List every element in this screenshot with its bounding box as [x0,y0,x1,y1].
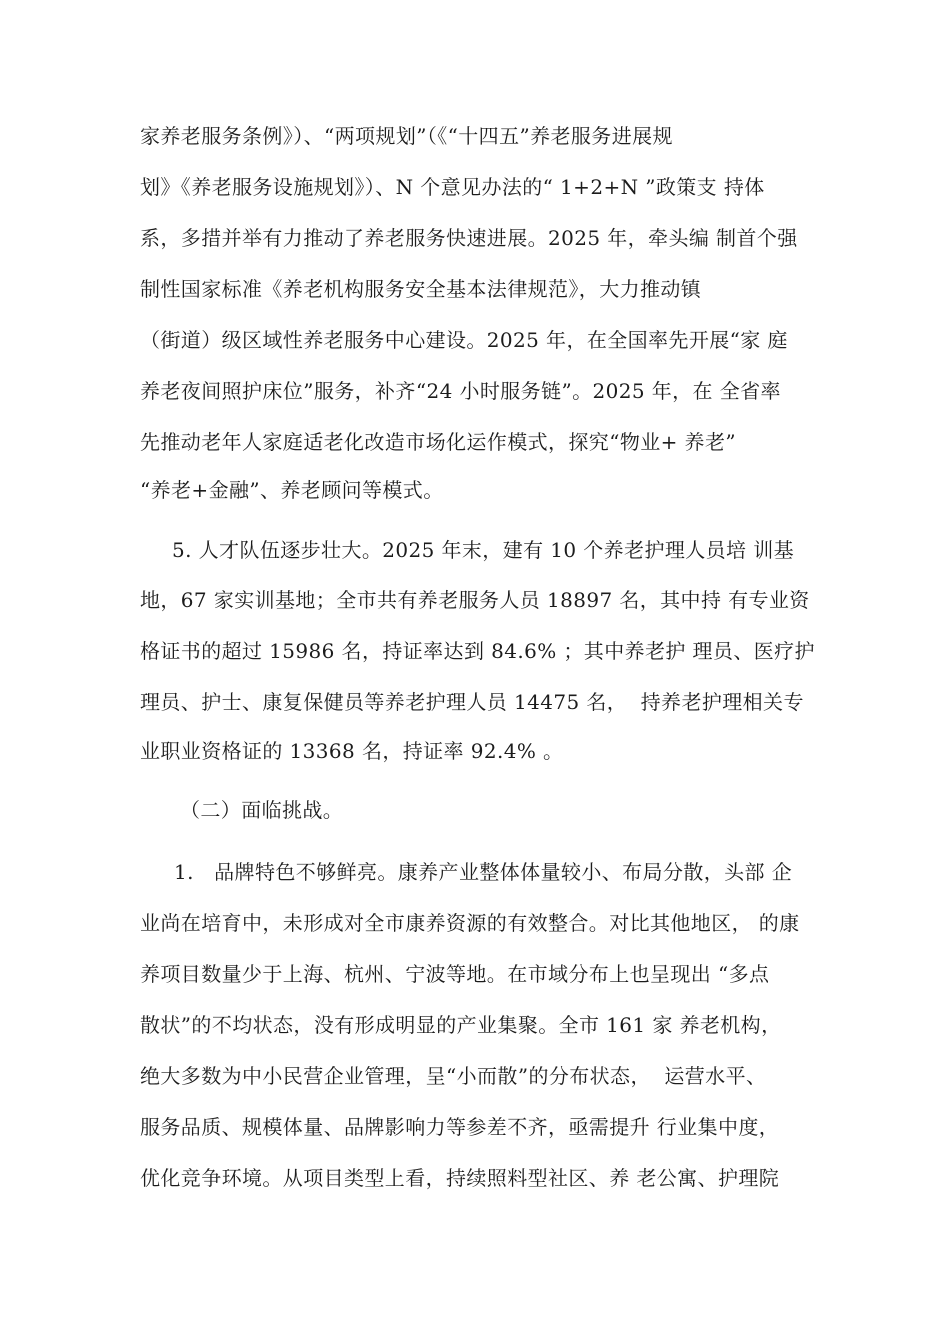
text-line: 制性国家标准《养老机构服务安全基本法律规范》，大力推动镇 [140,277,702,301]
text-line: 业尚在培育中，未形成对全市康养资源的有效整合。对比其他地区， 的康 [140,911,800,935]
text-line: （街道）级区域性养老服务中心建设。2025 年，在全国率先开展“家 庭 [140,328,788,352]
section-heading: 5. 人才队伍逐步壮大。2025 年末，建有 10 个养老护理人员培 训基 [172,538,795,562]
text-line: 系，多措并举有力推动了养老服务快速进展。2025 年，牵头编 制首个强 [140,226,798,250]
text-line: 家养老服务条例》）、“两项规划”（《“十四五”养老服务进展规 [140,124,673,148]
text-line: 格证书的超过 15986 名，持证率达到 84.6% ；其中养老护 理员、医疗护 [140,639,815,663]
text-line: “养老+金融”、养老顾问等模式。 [140,478,444,502]
text-line: 划》《养老服务设施规划》）、N 个意见办法的“ 1+2+N ”政策支 持体 [140,175,765,199]
text-line: 养老夜间照护床位”服务，补齐“24 小时服务链”。2025 年，在 全省率 [140,379,781,403]
text-line: 服务品质、规模体量、品牌影响力等参差不齐，亟需提升 行业集中度， [140,1115,780,1139]
text-line: 散状”的不均状态，没有形成明显的产业集聚。全市 161 家 养老机构， [140,1013,782,1037]
text-line: 养项目数量少于上海、杭州、宁波等地。在市域分布上也呈现出 “多点 [140,962,770,986]
text-line: 绝大多数为中小民营企业管理，呈“小而散”的分布状态， 运营水平、 [140,1064,767,1088]
text-line: 地，67 家实训基地；全市共有养老服务人员 18897 名，其中持 有专业资 [140,588,810,612]
text-line: 优化竞争环境。从项目类型上看，持续照料型社区、养 老公寓、护理院 [140,1166,780,1190]
text-line: 业职业资格证的 13368 名，持证率 92.4% 。 [140,739,564,763]
section-heading: （二）面临挑战。 [180,798,344,822]
section-heading: 1. 品牌特色不够鲜亮。康养产业整体体量较小、布局分散，头部 企 [174,860,793,884]
text-line: 理员、护士、康复保健员等养老护理人员 14475 名， 持养老护理相关专 [140,690,804,714]
text-line: 先推动老年人家庭适老化改造市场化运作模式，探究“物业+ 养老” [140,430,736,454]
